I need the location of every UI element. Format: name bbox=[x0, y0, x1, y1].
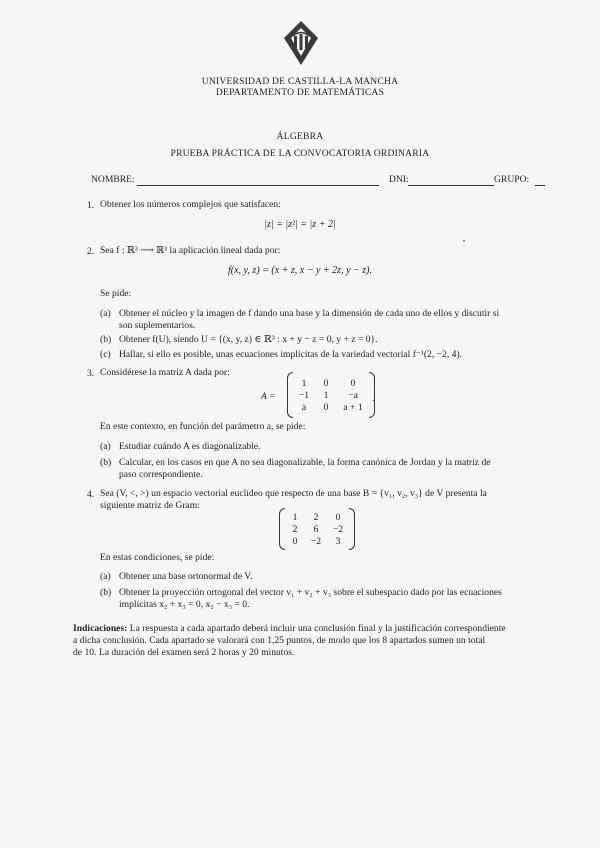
matrix-a-cell: −1 bbox=[298, 389, 310, 401]
instructions-line2: a dicha conclusión. Cada apartado se valorará con 1,25 puntos, de modo que los 8 apartados sumen un total bbox=[73, 635, 486, 646]
matrix-a-cell: 0 bbox=[323, 377, 329, 389]
matrix-a-cell: 0 bbox=[323, 401, 329, 413]
student-info-row bbox=[91, 174, 530, 186]
q4-b-line1: Obtener la proyección ortogonal del vector v₁ + v₂ + v₃ sobre el subespacio dado por las ecuaciones bbox=[119, 587, 502, 598]
university-logo-icon bbox=[282, 20, 320, 66]
department-name: DEPARTAMENTO DE MATEMÁTICAS bbox=[215, 87, 385, 98]
subject-title: ÁLGEBRA bbox=[276, 131, 324, 142]
q4-a-label: (a) bbox=[100, 571, 111, 582]
question-3-text: Considérese la matriz A dada por: bbox=[100, 367, 230, 378]
matrix-a-cell: −a bbox=[348, 389, 358, 401]
gram-matrix-cell: 0 bbox=[292, 535, 298, 547]
question-2-text: Sea f : ℝ³ ⟶ ℝ³ la aplicación lineal dada por: bbox=[100, 245, 281, 256]
q3-b-line1: Calcular, en los casos en que A no sea diagonalizable, la forma canónica de Jordan y la matriz de bbox=[119, 457, 491, 468]
matrix-a-cell: a + 1 bbox=[343, 401, 363, 413]
q2-b-text: Obtener f(U), siendo U = {(x, y, z) ∈ ℝ³ : x + y − z = 0, y + z = 0}. bbox=[119, 334, 378, 345]
q2-b-label: (b) bbox=[100, 334, 112, 345]
gram-matrix-cell: 2 bbox=[313, 511, 319, 523]
question-4-conditions: En estas condiciones, se pide: bbox=[100, 552, 215, 563]
q3-a-label: (a) bbox=[100, 441, 111, 452]
name-field[interactable] bbox=[137, 185, 379, 186]
matrix-a-cell: 1 bbox=[301, 377, 307, 389]
question-4-number: 4. bbox=[87, 489, 95, 500]
group-field[interactable] bbox=[535, 185, 545, 186]
question-3-number: 3. bbox=[87, 368, 95, 379]
question-1-equation: |z| = |z²| = |z + 2| bbox=[264, 219, 336, 230]
instructions-label: Indicaciones: bbox=[73, 623, 128, 634]
gram-matrix-cell: 6 bbox=[313, 523, 319, 535]
matrix-a-grid bbox=[293, 378, 369, 413]
question-4-line1: Sea (V, <, >) un espacio vectorial euclídeo que respecto de una base B = {v₁, v₂, v₃} de V presenta la bbox=[100, 488, 487, 499]
q2-a-line1: Obtener el núcleo y la imagen de f dando una base y la dimensión de cada uno de ellos y discutir si bbox=[119, 308, 500, 319]
gram-matrix-cell: −2 bbox=[332, 523, 344, 535]
dni-label: DNI: bbox=[389, 174, 409, 185]
q3-b-label: (b) bbox=[100, 457, 112, 468]
q2-c-label: (c) bbox=[100, 349, 111, 360]
q4-b-label: (b) bbox=[100, 587, 112, 598]
q4-a-text: Obtener una base ortonormal de V. bbox=[119, 571, 253, 582]
gram-matrix-right-bracket bbox=[349, 508, 355, 550]
q2-a-line2: son suplementarios. bbox=[119, 320, 196, 331]
question-2-se-pide: Se pide: bbox=[100, 288, 132, 299]
gram-matrix-cell: 0 bbox=[335, 511, 341, 523]
matrix-a bbox=[287, 372, 375, 418]
gram-matrix-cell: 2 bbox=[292, 523, 298, 535]
q3-a-text: Estudiar cuándo A es diagonalizable. bbox=[119, 441, 261, 452]
question-4-line2: siguiente matriz de Gram: bbox=[100, 500, 200, 511]
gram-matrix-cell: 3 bbox=[335, 535, 341, 547]
q3-b-line2: paso correspondiente. bbox=[119, 469, 203, 480]
dni-field[interactable] bbox=[408, 185, 494, 186]
matrix-a-cell: a bbox=[301, 401, 307, 413]
group-label: GRUPO: bbox=[494, 174, 530, 185]
q2-a-label: (a) bbox=[100, 308, 111, 319]
university-name: UNIVERSIDAD DE CASTILLA-LA MANCHA bbox=[201, 76, 399, 87]
matrix-a-cell: 0 bbox=[350, 377, 356, 389]
question-2-equation: f(x, y, z) = (x + z, x − y + 2z, y − z). bbox=[228, 265, 372, 276]
exam-title: PRUEBA PRÁCTICA DE LA CONVOCATORIA ORDINARIA bbox=[170, 148, 430, 159]
question-3-context: En este contexto, en función del parámetro a, se pide: bbox=[100, 421, 306, 432]
question-2-number: 2. bbox=[87, 246, 95, 257]
instructions-line3: de 10. La duración del examen será 2 horas y 20 minutos. bbox=[73, 647, 295, 658]
gram-matrix-grid bbox=[285, 512, 349, 547]
q4-b-line2: implícitas x₂ + x₃ = 0, x₂ − x₃ = 0. bbox=[119, 599, 250, 610]
gram-matrix bbox=[279, 508, 355, 550]
q2-c-text: Hallar, si ello es posible, unas ecuaciones implícitas de la variedad vectorial f⁻¹(2, −2, 4). bbox=[119, 349, 463, 360]
question-1-number: 1. bbox=[87, 200, 95, 211]
gram-matrix-cell: 1 bbox=[292, 511, 298, 523]
question-1-text: Obtener los números complejos que satisfacen: bbox=[100, 199, 281, 210]
matrix-a-period: . bbox=[372, 393, 375, 404]
name-label: NOMBRE: bbox=[91, 174, 135, 185]
scan-speck bbox=[463, 240, 465, 242]
instructions-text-1: La respuesta a cada apartado deberá incluir una conclusión final y la justificación correspondiente bbox=[129, 623, 506, 634]
matrix-a-label: A = bbox=[261, 391, 276, 402]
matrix-a-cell: 1 bbox=[323, 389, 329, 401]
gram-matrix-cell: −2 bbox=[310, 535, 322, 547]
